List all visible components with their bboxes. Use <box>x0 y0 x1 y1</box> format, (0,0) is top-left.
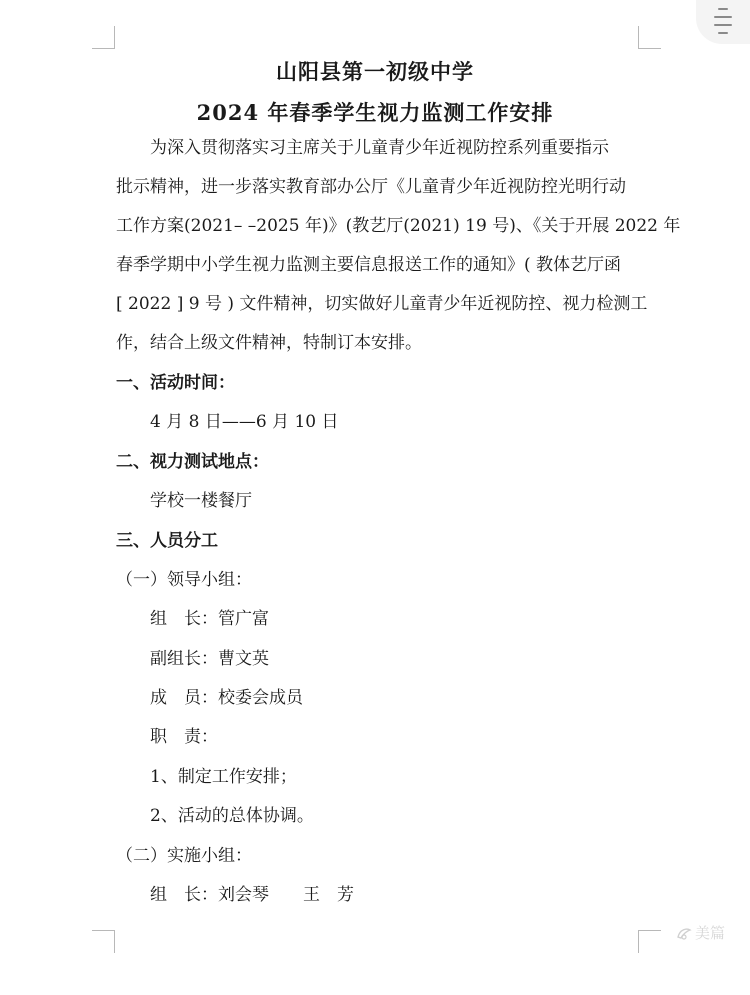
intro-line: 工作方案(2021– –2025 年)》(教艺厅(2021) 19 号)、《关于开展 2022 年 <box>116 216 681 236</box>
app-logo-icon <box>676 926 692 940</box>
app-watermark <box>676 922 725 943</box>
crop-mark-bottom-left <box>92 930 115 953</box>
intro-line: 为深入贯彻落实习主席关于儿童青少年近视防控系列重要指示 <box>150 138 609 158</box>
section-heading-staffing: 三、人员分工 <box>116 531 218 551</box>
leadership-line: 组 长：管广富 <box>150 609 269 629</box>
leadership-line: 职 责： <box>150 727 218 747</box>
document-title-school: 山阳县第一初级中学 <box>276 59 474 84</box>
menu-lines-icon <box>712 6 734 38</box>
activity-dates: 4 月 8 日——6 月 10 日 <box>150 412 339 432</box>
leadership-line: 2、活动的总体协调。 <box>150 806 314 826</box>
intro-line: 春季学期中小学生视力监测主要信息报送工作的通知》( 教体艺厅函 <box>116 255 622 275</box>
crop-mark-bottom-right <box>638 930 661 953</box>
test-location: 学校一楼餐厅 <box>150 491 252 511</box>
section-heading-location: 二、视力测试地点： <box>116 452 269 472</box>
intro-line: [ 2022 ] 9 号 ) 文件精神，切实做好儿童青少年近视防控、视力检测工 <box>116 294 648 314</box>
document-title-subject: 2024 年春季学生视力监测工作安排 <box>196 100 554 125</box>
group-heading-leadership: （一）领导小组： <box>116 570 252 590</box>
intro-line: 作，结合上级文件精神，特制订本安排。 <box>116 333 422 353</box>
leadership-line: 成 员：校委会成员 <box>150 688 303 708</box>
section-heading-time: 一、活动时间： <box>116 373 235 393</box>
leadership-line: 1、制定工作安排； <box>150 767 297 787</box>
group-heading-implementation: （二）实施小组： <box>116 846 252 866</box>
menu-button[interactable] <box>696 0 750 44</box>
implementation-line: 组 长：刘会琴 王 芳 <box>150 885 354 905</box>
intro-line: 批示精神，进一步落实教育部办公厅《儿童青少年近视防控光明行动 <box>116 177 626 197</box>
crop-mark-top-right <box>638 26 661 49</box>
watermark-text: 美篇 <box>695 924 726 942</box>
leadership-line: 副组长：曹文英 <box>150 649 269 669</box>
crop-mark-top-left <box>92 26 115 49</box>
